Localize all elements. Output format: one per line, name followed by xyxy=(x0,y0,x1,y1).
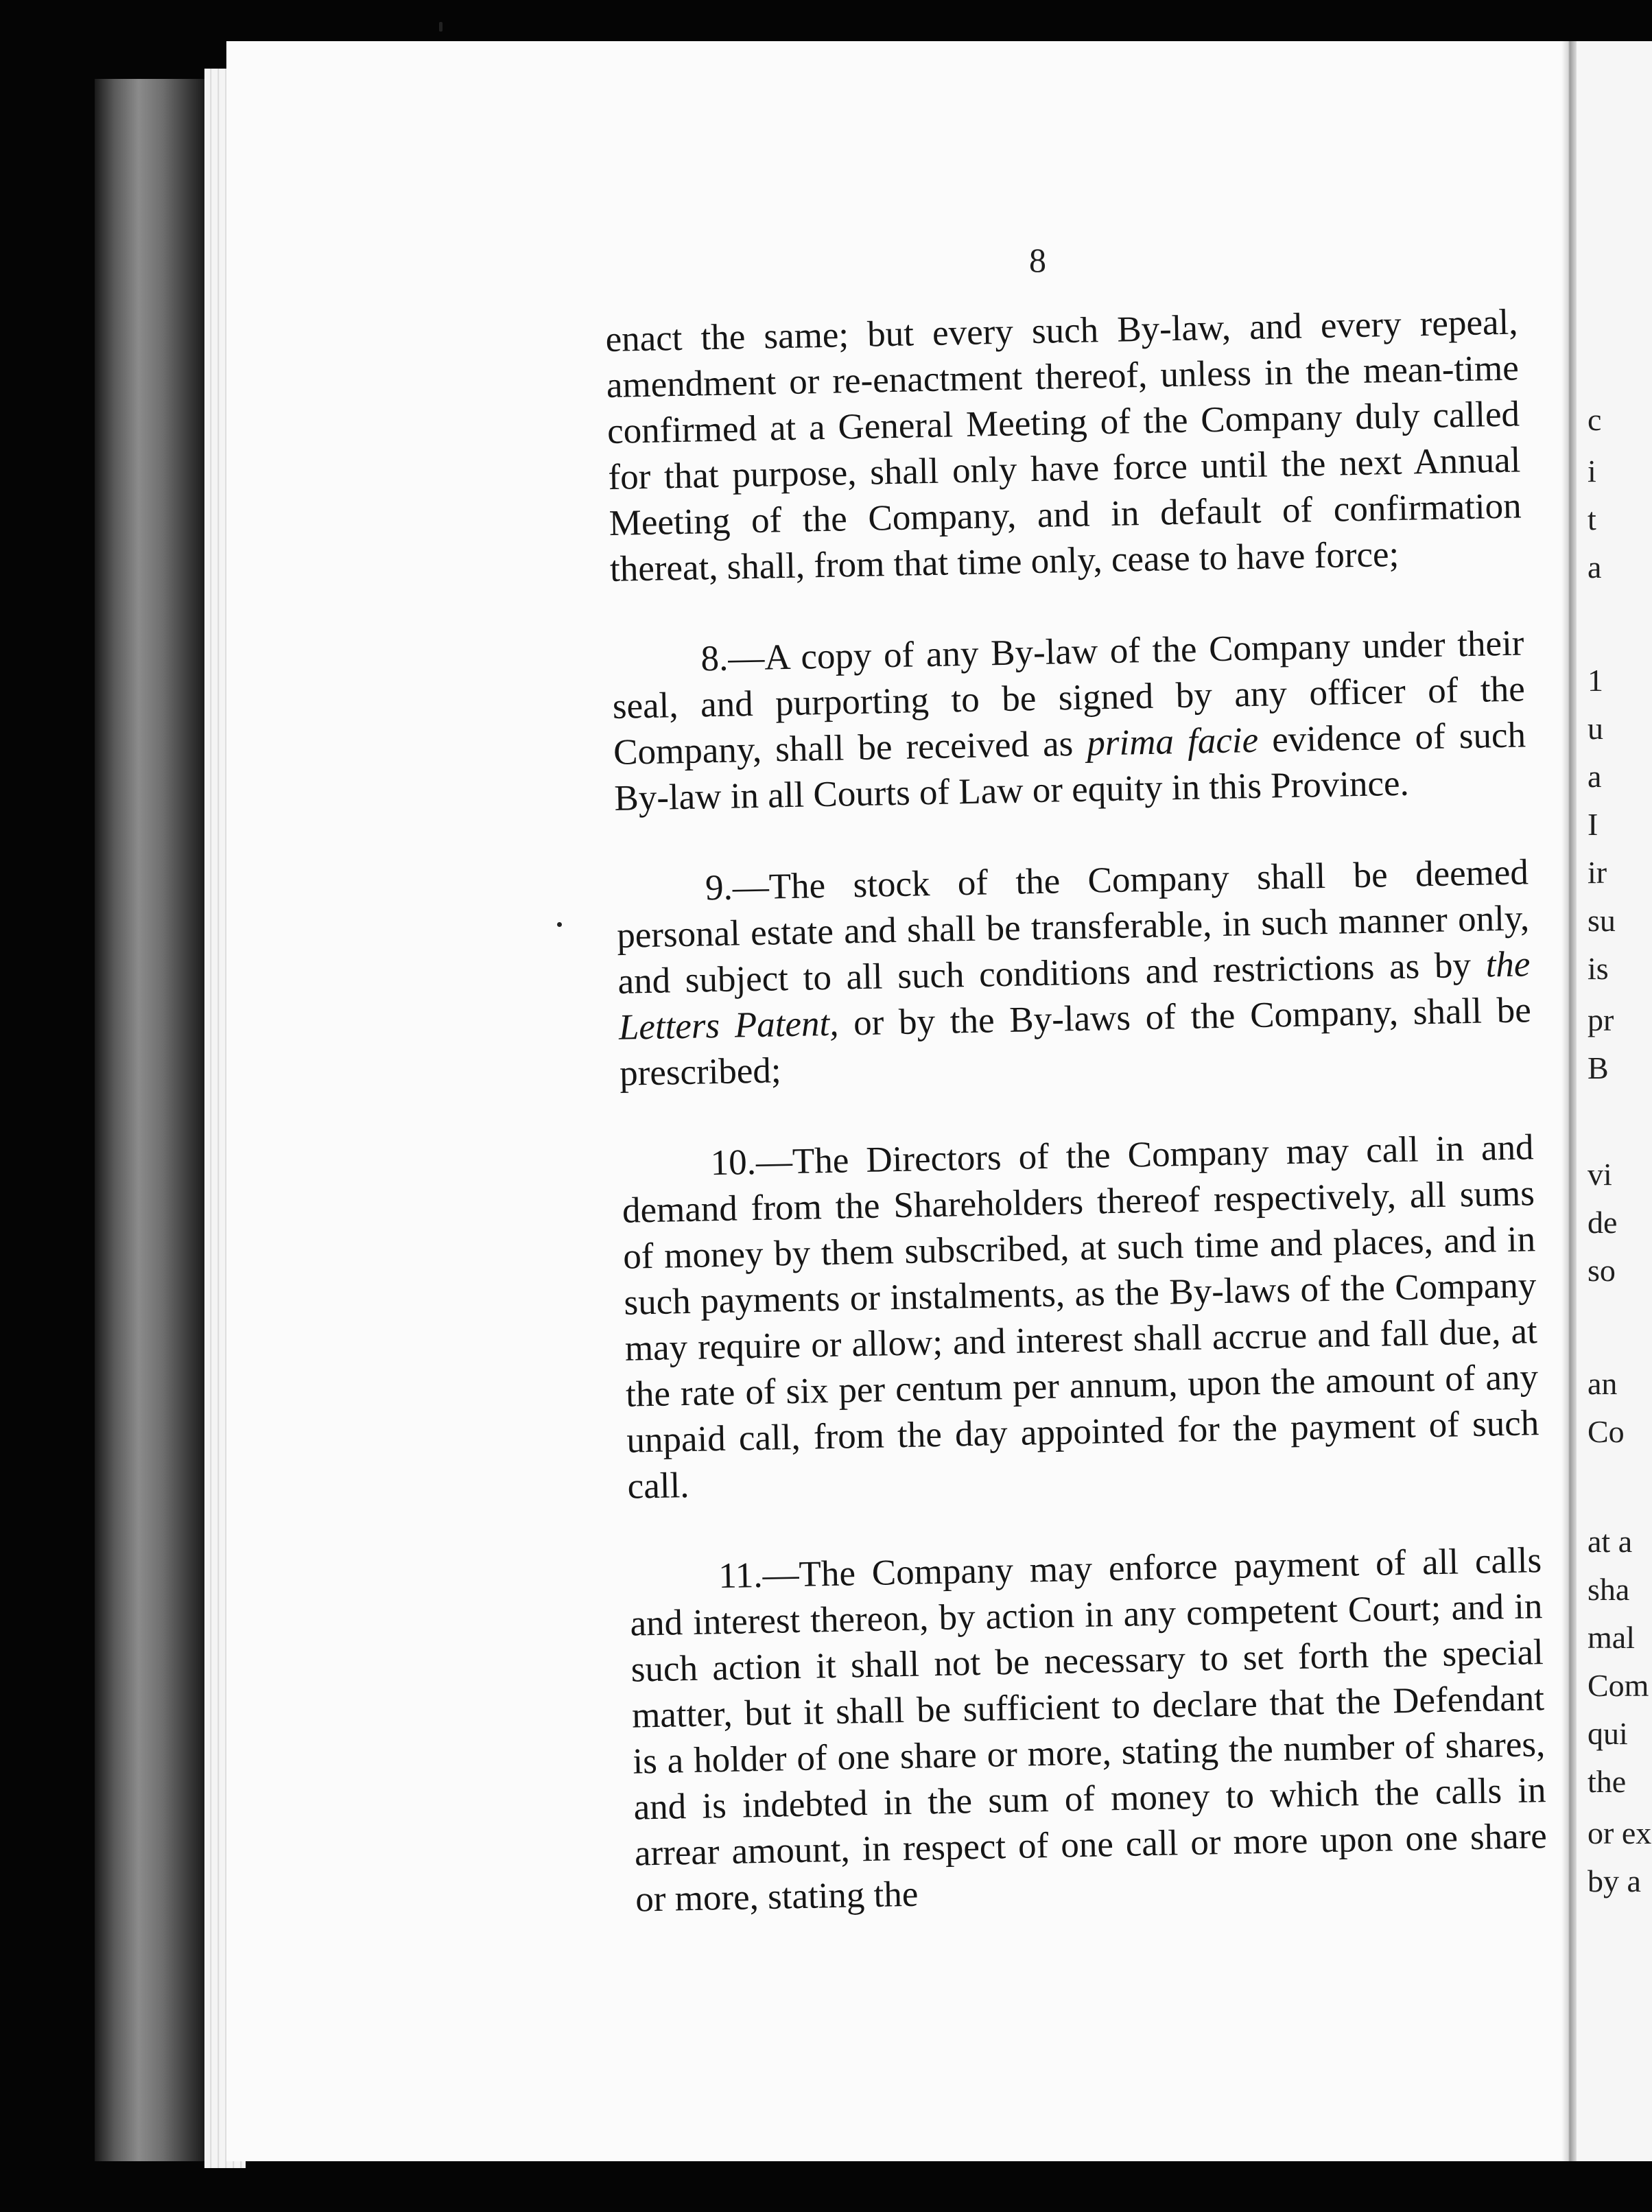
facing-fragment: Co xyxy=(1588,1414,1625,1449)
section-9-lead: 9.—The stock of the Company shall be deemed personal estate and shall be transferable, in such manner only, and subject to all such conditions and restrictions as by xyxy=(616,852,1530,1002)
facing-fragment: is xyxy=(1588,951,1609,986)
section-9-italic: the Letters Patent, xyxy=(618,944,1531,1048)
facing-fragment: mal xyxy=(1588,1620,1635,1655)
facing-fragment: su xyxy=(1588,903,1616,938)
facing-fragment: B xyxy=(1588,1050,1609,1085)
facing-fragment: vi xyxy=(1588,1157,1612,1192)
section-8-tail: evidence of such By-law in all Courts of Law or equity in this Province. xyxy=(613,715,1526,819)
ink-speck xyxy=(439,22,442,32)
facing-fragment: at a xyxy=(1588,1524,1633,1559)
section-9 xyxy=(615,849,1532,1096)
facing-fragment: qui xyxy=(1588,1716,1628,1751)
section-8-lead: 8.—A copy of any By-law of the Company under their seal, and purporting to be signed by any officer of the Company, shall be received as xyxy=(612,623,1526,773)
facing-page-edge xyxy=(1577,41,1652,2161)
facing-fragment: c xyxy=(1588,402,1602,437)
facing-fragment: sha xyxy=(1588,1572,1630,1607)
facing-fragment: the xyxy=(1588,1764,1627,1799)
facing-fragment: Com xyxy=(1588,1668,1649,1703)
facing-fragment: an xyxy=(1588,1366,1618,1401)
section-9-tail: or by the By-laws of the Company, shall be prescribed; xyxy=(619,990,1532,1094)
facing-fragment: de xyxy=(1588,1205,1618,1240)
facing-fragment: 1 xyxy=(1588,663,1603,698)
facing-fragment: ir xyxy=(1588,855,1607,890)
ink-speck xyxy=(557,922,562,927)
page-number: 8 xyxy=(1029,241,1046,279)
section-10: 10.—The Directors of the Company may call in and demand from the Shareholders thereof respectively, all sums of money by them subscribed, at such time and places, and in such payments or instalments, as the By-laws of the Company may require or allow; and interest shall accrue and fall due, at the rate of six per centum per annum, upon the amount of any unpaid call, from the day appointed for the payment of such call. xyxy=(622,1127,1539,1507)
facing-fragment: pr xyxy=(1588,1002,1614,1037)
facing-fragment: a xyxy=(1588,550,1602,585)
book-spine xyxy=(95,79,204,2161)
section-8 xyxy=(611,620,1527,821)
facing-fragment: or ex xyxy=(1588,1815,1652,1850)
paragraph-continuation: enact the same; but every such By-law, and every repeal, amendment or re-enactment thereof, unless in the mean-time confirmed at a General Meeting of the Company duly called for that purpose, shall only have force until the next Annual Meeting of the Company, and in default of confirmation thereat, shall, from that time only, cease to have force; xyxy=(605,302,1522,589)
page-gutter xyxy=(1561,41,1577,2161)
section-8-italic: prima facie xyxy=(1086,720,1259,764)
facing-fragment: i xyxy=(1588,454,1596,489)
facing-fragment: a xyxy=(1588,759,1602,794)
facing-fragment: u xyxy=(1588,711,1603,746)
facing-fragment: by a xyxy=(1588,1863,1641,1898)
facing-fragment: so xyxy=(1588,1253,1616,1288)
facing-fragment: I xyxy=(1588,807,1598,842)
facing-fragment: t xyxy=(1588,502,1596,537)
section-11: 11.—The Company may enforce payment of all calls and interest thereon, by action in any competent Court; and in such action it shall not be necessary to set forth the special matter, but it shall be sufficient to declare that the Defendant is a holder of one share or more, stating the number of shares, and is indebted in the sum of money to which the calls in arrear amount, in respect of one call or more upon one share or more, stating the xyxy=(630,1540,1548,1920)
body-text xyxy=(605,299,1549,1968)
